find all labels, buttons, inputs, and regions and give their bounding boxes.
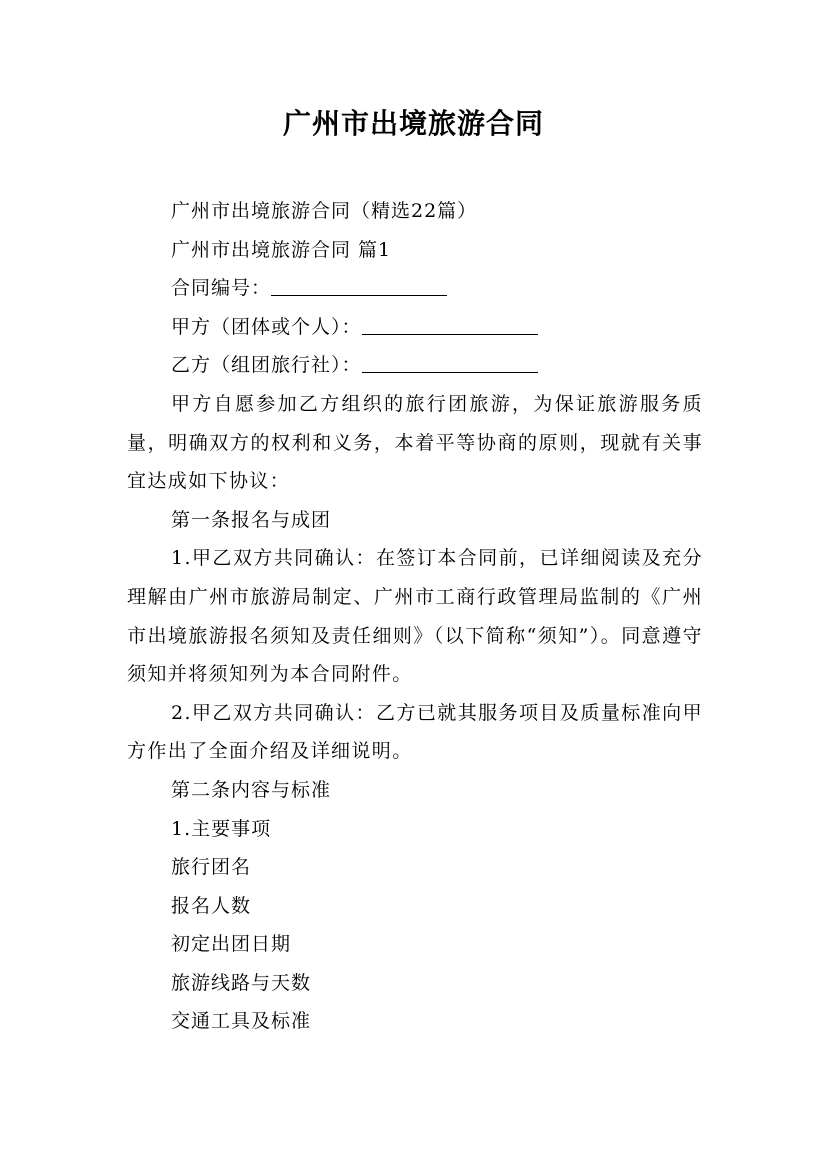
article-1-clause-1: 1.甲乙双方共同确认：在签订本合同前，已详细阅读及充分理解由广州市旅游局制定、广州市工商行政管理局监制的《广州市出境旅游报名须知及责任细则》（以下简称“须知”）。同意遵守须知并将须知列为本合同附件。 xyxy=(127,547,703,686)
intro-paragraph: 甲方自愿参加乙方组织的旅行团旅游，为保证旅游服务质量，明确双方的权利和义务，本着平等协商的原则，现就有关事宜达成如下协议： xyxy=(127,392,703,493)
party-b-label: 乙方（组团旅行社）： xyxy=(171,354,362,377)
contract-number-row xyxy=(127,269,703,308)
article-2-title: 第二条内容与标准 xyxy=(171,778,332,801)
document-body xyxy=(127,192,703,1041)
party-b-row xyxy=(127,346,703,385)
party-a-label: 甲方（团体或个人）： xyxy=(171,315,362,338)
article-2-item: 旅游线路与天数 xyxy=(171,971,312,994)
article-2-item: 初定出团日期 xyxy=(171,933,292,956)
party-a-row xyxy=(127,308,703,347)
article-1-title: 第一条报名与成团 xyxy=(171,508,332,531)
document-title: 广州市出境旅游合同 xyxy=(282,107,544,140)
article-2-item: 旅行团名 xyxy=(171,856,252,879)
party-b-blank xyxy=(362,354,538,373)
article-2-item: 1.主要事项 xyxy=(171,817,272,840)
subtitle-line: 广州市出境旅游合同（精选22篇） xyxy=(171,200,478,222)
article-2-item: 交通工具及标准 xyxy=(171,1010,312,1033)
section-heading: 广州市出境旅游合同 篇1 xyxy=(171,238,392,261)
party-a-blank xyxy=(362,316,538,335)
article-2-item: 报名人数 xyxy=(171,894,252,917)
contract-number-label: 合同编号： xyxy=(171,277,272,300)
article-1-clause-2: 2.甲乙双方共同确认：乙方已就其服务项目及质量标准向甲方作出了全面介绍及详细说明。 xyxy=(127,701,703,763)
contract-number-blank xyxy=(271,277,447,296)
